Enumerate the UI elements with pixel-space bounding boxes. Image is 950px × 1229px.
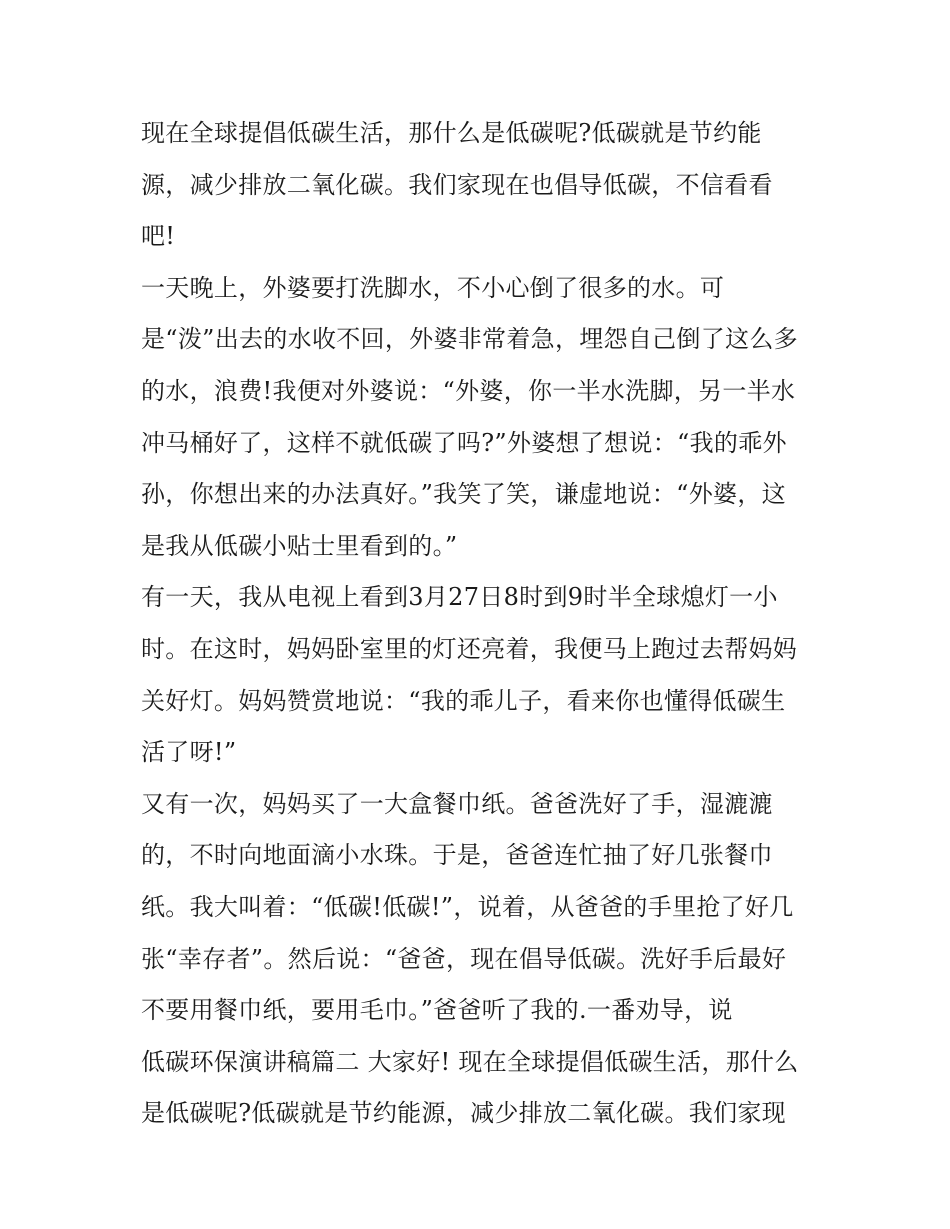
text-line: 孙，你想出来的办法真好。”我笑了笑，谦虚地说：“外婆，这: [141, 480, 786, 509]
text-line: 有一天，我从电视上看到3月27日8时到9时半全球熄灯一小: [141, 583, 778, 612]
text-line: 一天晚上，外婆要打洗脚水，不小心倒了很多的水。可: [141, 273, 725, 302]
text-line: 是“泼”出去的水收不回，外婆非常着急，埋怨自己倒了这么多: [141, 325, 798, 354]
text-line: 纸。我大叫着：“低碳!低碳!”，说着，从爸爸的手里抢了好几: [141, 892, 794, 921]
text-line: 时。在这时，妈妈卧室里的灯还亮着，我便马上跑过去帮妈妈: [141, 634, 798, 663]
text-line: 关好灯。妈妈赞赏地说：“我的乖儿子，看来你也懂得低碳生: [141, 686, 786, 715]
text-line: 现在全球提倡低碳生活，那什么是低碳呢?低碳就是节约能: [141, 119, 762, 147]
text-line: 是我从低碳小贴士里看到的。”: [141, 531, 458, 560]
text-line: 冲马桶好了，这样不就低碳了吗?”外婆想了想说：“我的乖外: [141, 428, 787, 457]
text-line: 又有一次，妈妈买了一大盒餐巾纸。爸爸洗好了手，湿漉漉: [141, 789, 773, 818]
text-line: 是低碳呢?低碳就是节约能源，减少排放二氧化碳。我们家现: [141, 1099, 786, 1128]
text-line: 源，减少排放二氧化碳。我们家现在也倡导低碳，不信看看: [141, 170, 773, 199]
text-line: 低碳环保演讲稿篇二 大家好! 现在全球提倡低碳生活，那什么: [141, 1047, 799, 1076]
text-line: 吧!: [141, 222, 176, 251]
text-line: 活了呀!”: [141, 738, 237, 767]
text-line: 张“幸存者”。然后说：“爸爸，现在倡导低碳。洗好手后最好: [141, 944, 787, 973]
text-line: 的，不时向地面滴小水珠。于是，爸爸连忙抽了好几张餐巾: [141, 841, 773, 870]
text-line: 的水，浪费!我便对外婆说：“外婆，你一半水洗脚，另一半水: [141, 376, 796, 405]
body-text: [141, 108, 831, 1140]
text-line: 不要用餐巾纸，要用毛巾。”爸爸听了我的.一番劝导，说: [141, 996, 733, 1025]
